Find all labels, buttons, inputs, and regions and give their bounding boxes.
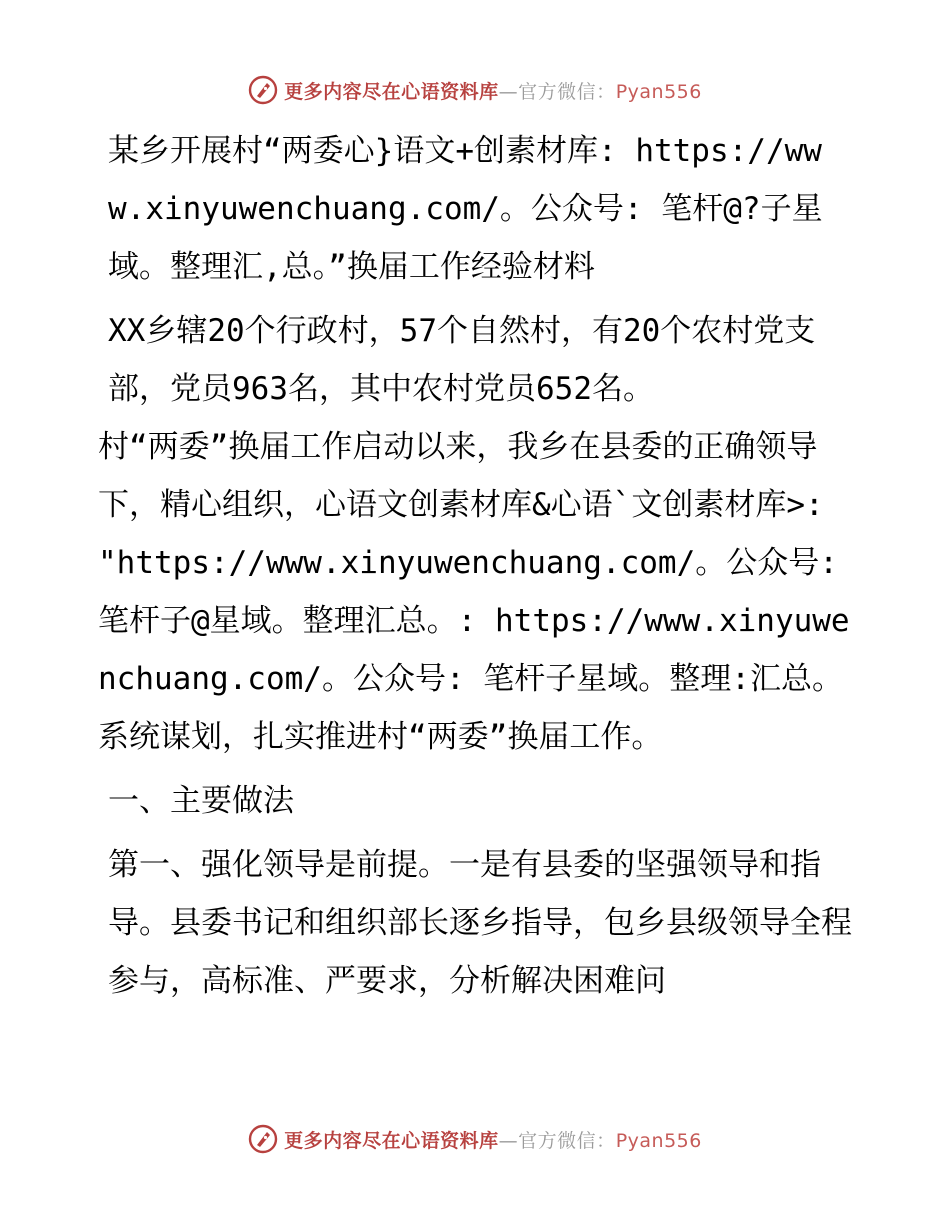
- section-paragraph: 第一、强化领导是前提。一是有县委的坚强领导和指导。县委书记和组织部长逐乡指导，包乡县级领导全程参与，高标准、严要求，分析解决困难问: [108, 847, 852, 999]
- banner-text: 更多内容尽在心语资料库: [284, 80, 499, 103]
- section-heading: 一、主要做法: [108, 783, 294, 819]
- banner-account-label: 官方微信：: [518, 80, 616, 103]
- banner-separator: —: [498, 80, 519, 103]
- banner-text: 更多内容尽在心语资料库: [284, 1129, 499, 1152]
- intro-paragraph: XX乡辖20个行政村，57个自然村，有20个农村党支部，党员963名，其中农村党员652名。: [108, 313, 816, 407]
- banner-account-label: 官方微信：: [518, 1129, 616, 1152]
- pen-nib-logo-icon: [248, 75, 278, 105]
- document-body: [98, 122, 858, 1016]
- pen-nib-logo-icon: [248, 1124, 278, 1154]
- footer-watermark-banner: [0, 1119, 950, 1159]
- document-title-paragraph: 某乡开展村“两委心}语文+创素材库: https://www.xinyuwenchuang.com/。公众号: 笔杆@?子星域。整理汇,总。”换届工作经验材料: [108, 133, 823, 285]
- banner-separator: —: [498, 1129, 519, 1152]
- summary-paragraph: 村“两委”换届工作启动以来，我乡在县委的正确领导下，精心组织，心语文创素材库&心语`文创素材库>: "https://www.xinyuwenchuang.com/。公众号: 笔杆子@星域。整理汇总。: https://www.xinyuwenchuang.com/。公众号: 笔杆子星域。整理:汇总。系统谋划，扎实推进村“两委”换届工作。: [98, 429, 850, 755]
- header-watermark-banner: [0, 70, 950, 110]
- banner-account-id: Pyan556: [615, 1129, 702, 1152]
- banner-account-id: Pyan556: [615, 80, 702, 103]
